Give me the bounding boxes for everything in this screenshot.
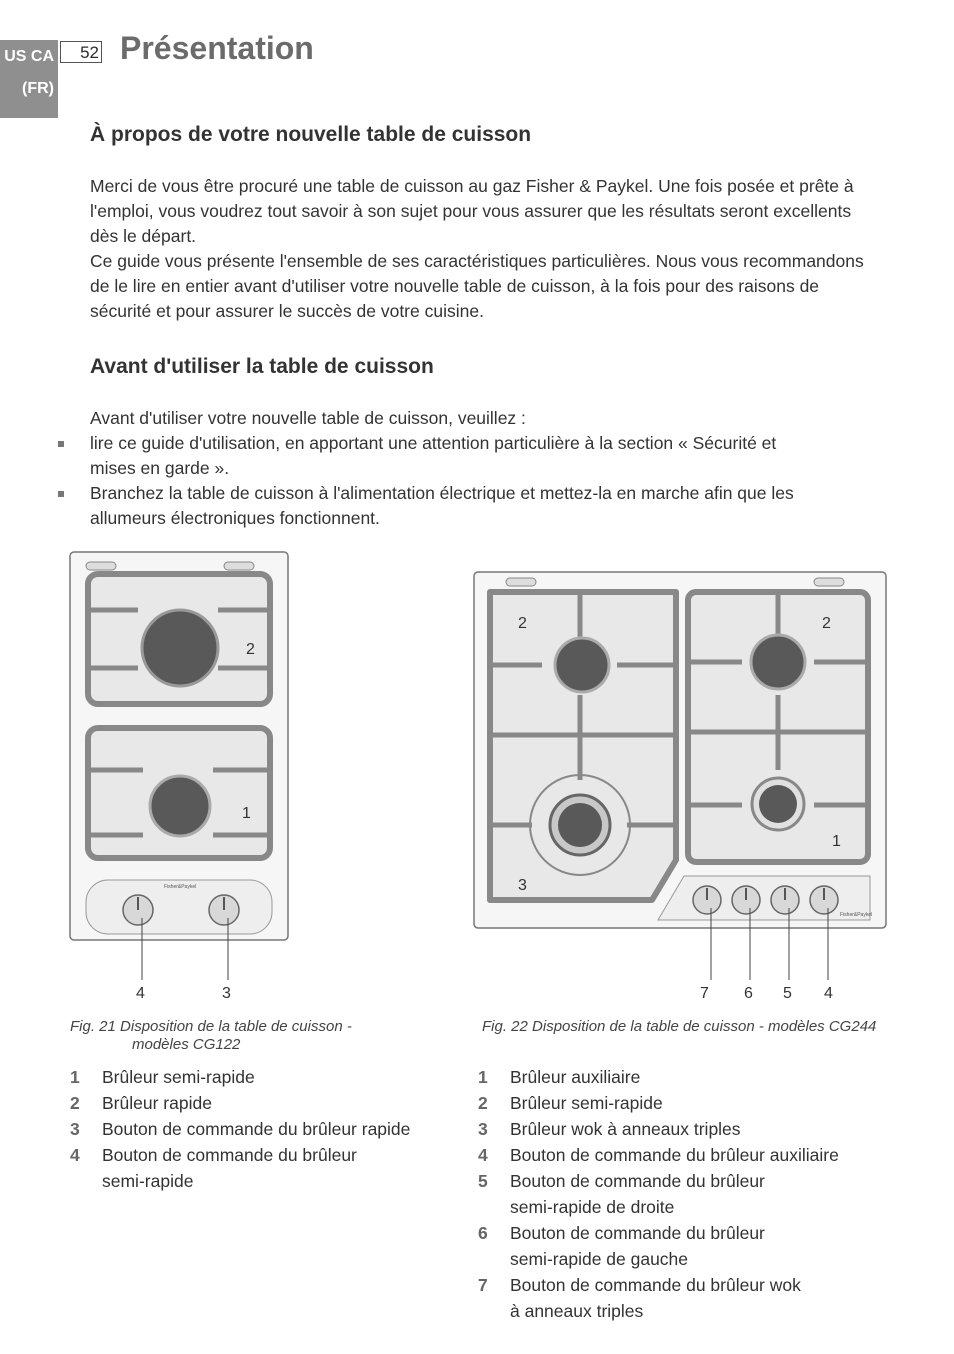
legend-number: 1 <box>478 1067 488 1087</box>
legend-number: 6 <box>478 1223 488 1243</box>
semi-rapid-burner-left <box>555 638 609 692</box>
bullet-line: Branchez la table de cuisson à l'alimentation électrique et mettez-la en marche afin que les <box>90 483 794 503</box>
legend-number: 2 <box>478 1093 488 1113</box>
legend-number: 4 <box>478 1145 488 1165</box>
callout-2: 2 <box>246 641 255 658</box>
wok-burner <box>558 803 602 847</box>
figure-21-caption <box>70 1018 352 1054</box>
legend-text: Brûleur semi-rapide <box>510 1093 663 1113</box>
language-tab <box>0 40 58 118</box>
legend-text: Bouton de commande du brûleur semi-rapide <box>102 1145 357 1191</box>
legend-number: 2 <box>70 1093 80 1113</box>
section-heading-about: À propos de votre nouvelle table de cuisson <box>90 123 532 146</box>
figure-21-legend <box>70 1064 450 1204</box>
legend-text: Brûleur wok à anneaux triples <box>510 1119 741 1139</box>
paragraph-line: Ce guide vous présente l'ensemble de ses caractéristiques particulières. Nous vous recommandons <box>90 251 864 271</box>
legend-number: 7 <box>478 1275 488 1295</box>
callout-7: 7 <box>700 985 709 1002</box>
callout-2: 2 <box>518 615 527 632</box>
language-label: (FR) <box>22 80 54 97</box>
callout-1: 1 <box>832 833 841 850</box>
rapid-burner <box>142 610 218 686</box>
figure-22-caption: Fig. 22 Disposition de la table de cuisson - modèles CG244 <box>482 1018 877 1035</box>
brand-logo: Fisher&Paykel <box>840 912 873 918</box>
callout-6: 6 <box>744 985 753 1002</box>
brand-logo: Fisher&Paykel <box>164 884 197 890</box>
figure-22-legend <box>478 1064 898 1334</box>
legend-text: Bouton de commande du brûleur semi-rapide de gauche <box>510 1223 765 1269</box>
legend-text: Bouton de commande du brûleur rapide <box>102 1119 411 1139</box>
cooktop-cg244-diagram <box>472 570 892 1010</box>
page-number: 52 <box>60 41 102 63</box>
cooktop-cg122-diagram <box>68 550 328 1010</box>
paragraph-line: Merci de vous être procuré une table de cuisson au gaz Fisher & Paykel. Une fois posée et prête à <box>90 176 854 196</box>
semi-rapid-burner <box>150 776 210 836</box>
legend-text: Bouton de commande du brûleur auxiliaire <box>510 1145 839 1165</box>
legend-text: Bouton de commande du brûleur semi-rapide de droite <box>510 1171 765 1217</box>
legend-number: 3 <box>70 1119 80 1139</box>
bullet-item <box>90 431 910 481</box>
callout-5: 5 <box>783 985 792 1002</box>
paragraph-line: l'emploi, vous voudrez tout savoir à son sujet pour vous assurer que les résultats seront excellents <box>90 201 852 221</box>
callout-1: 1 <box>242 805 251 822</box>
callout-3: 3 <box>222 985 231 1002</box>
callout-4: 4 <box>136 985 145 1002</box>
bullet-marker <box>58 441 64 447</box>
bullet-line: allumeurs électroniques fonctionnent. <box>90 508 380 528</box>
legend-text: Brûleur auxiliaire <box>510 1067 641 1087</box>
legend-number: 1 <box>70 1067 80 1087</box>
bullet-line: lire ce guide d'utilisation, en apportant une attention particulière à la section « Sécurité et <box>90 433 777 453</box>
semi-rapid-burner-right <box>751 635 805 689</box>
caption-line: Fig. 21 Disposition de la table de cuisson - <box>70 1018 352 1035</box>
page-title: Présentation <box>120 30 314 66</box>
region-label: US CA <box>4 48 54 65</box>
paragraph-line: dès le départ. <box>90 226 197 246</box>
paragraph-line: de le lire en entier avant d'utiliser votre nouvelle table de cuisson, à la fois pour des raisons de <box>90 276 820 296</box>
callout-3: 3 <box>518 877 527 894</box>
legend-number: 3 <box>478 1119 488 1139</box>
legend-number: 5 <box>478 1171 488 1191</box>
legend-number: 4 <box>70 1145 80 1165</box>
legend-text: Brûleur rapide <box>102 1093 212 1113</box>
before-use-intro: Avant d'utiliser votre nouvelle table de cuisson, veuillez : <box>90 408 526 428</box>
bullet-line: mises en garde ». <box>90 458 230 478</box>
bullet-item <box>90 481 910 531</box>
legend-text: Bouton de commande du brûleur wok à anneaux triples <box>510 1275 801 1321</box>
auxiliary-burner <box>759 785 797 823</box>
legend-text: Brûleur semi-rapide <box>102 1067 255 1087</box>
bullet-marker <box>58 491 64 497</box>
paragraph-line: sécurité et pour assurer le succès de votre cuisine. <box>90 301 484 321</box>
callout-2: 2 <box>822 615 831 632</box>
callout-4: 4 <box>824 985 833 1002</box>
about-paragraph <box>90 174 910 324</box>
caption-line: modèles CG122 <box>132 1036 241 1053</box>
section-heading-before-use: Avant d'utiliser la table de cuisson <box>90 355 434 378</box>
